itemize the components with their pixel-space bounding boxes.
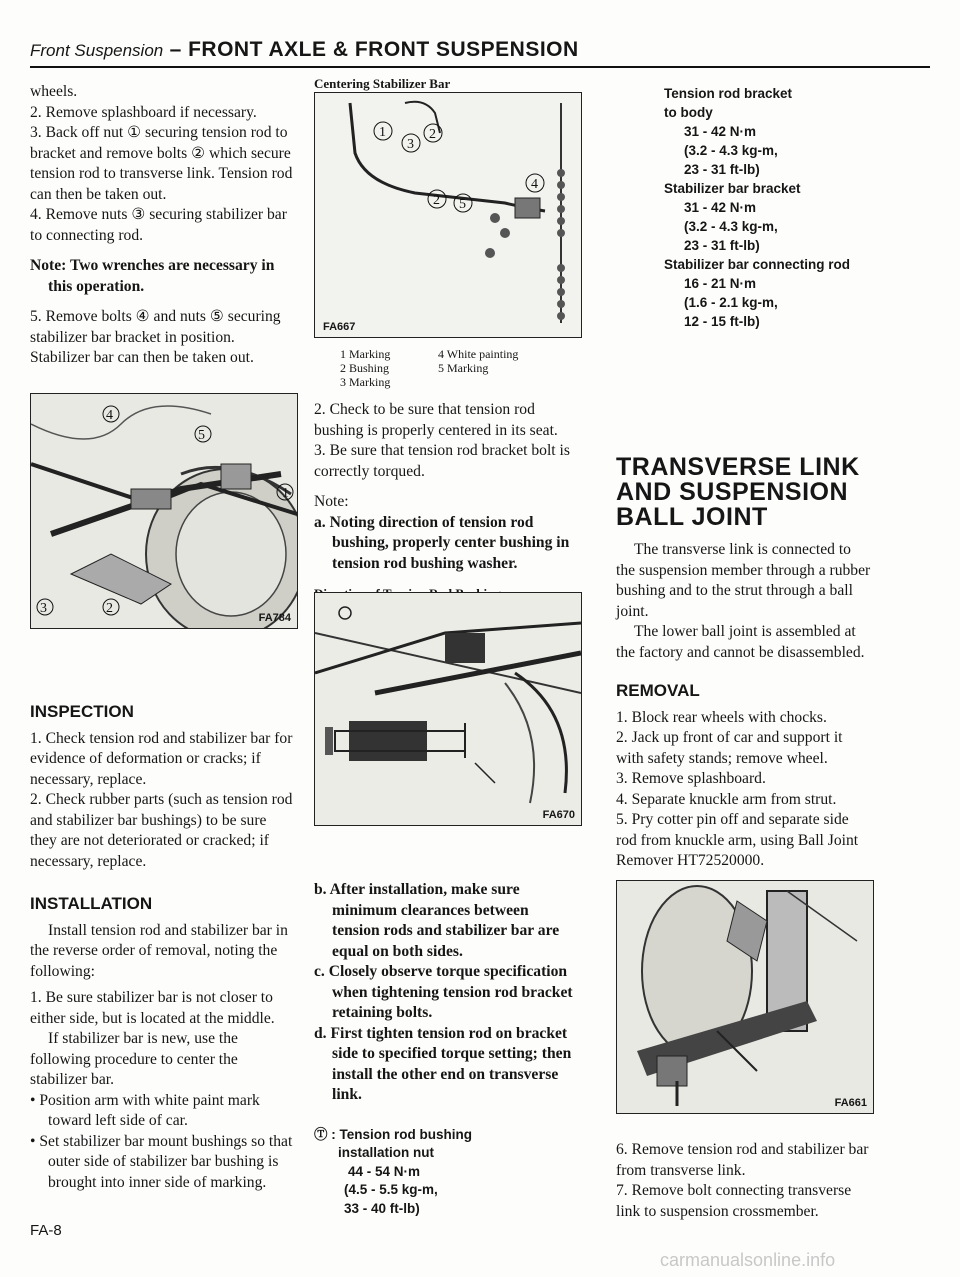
svg-text:5: 5 [459, 197, 466, 212]
column-2-mid [314, 400, 580, 605]
svg-text:3: 3 [407, 137, 414, 152]
inspection-step-1: 1. Check tension rod and stabilizer bar for evidence of deformation or cracks; if necessary, replace. [30, 729, 293, 788]
removal-step-6: 6. Remove tension rod and stabilizer bar from transverse link. [616, 1141, 869, 1179]
legend-row [340, 361, 518, 375]
stabilizer-bar-mount-illustration [31, 394, 297, 628]
legend-item: 5 Marking [438, 361, 489, 375]
header-separator: – [163, 38, 189, 61]
step-2: 2. Remove splashboard if necessary. [30, 103, 257, 121]
torque-value: 23 - 31 ft-lb) [684, 238, 760, 253]
svg-text:2: 2 [433, 193, 440, 208]
figure-fa670 [314, 592, 582, 826]
torque-value-nm: 44 - 54 N·m [348, 1163, 421, 1179]
removal-step-2: 2. Jack up front of car and support it with safety stands; remove wheel. [616, 729, 843, 767]
legend-item: 4 White painting [438, 347, 519, 361]
removal-step-3: 3. Remove splashboard. [616, 770, 766, 787]
torque-value: 31 - 42 N·m [684, 124, 757, 139]
note-d: d. First tighten tension rod on bracket side to specified torque setting; then install the other end on transverse link. [314, 1024, 572, 1103]
page-header [30, 38, 930, 62]
step-3: 3. Back off nut ① securing tension rod to bracket and remove bolts ② which secure tension rod to transverse link. Tension rod can then be taken out. [30, 124, 293, 203]
note-label: Note: [314, 493, 349, 510]
torque-value: (1.6 - 2.1 kg-m, [684, 295, 778, 310]
torque-value: (3.2 - 4.3 kg-m, [684, 143, 778, 158]
svg-text:5: 5 [198, 428, 205, 443]
figure-code: FA784 [258, 612, 291, 624]
figure-caption-centering: Centering Stabilizer Bar [314, 76, 451, 91]
svg-text:4: 4 [531, 177, 538, 192]
installation-intro: Install tension rod and stabilizer bar in the reverse order of removal, noting the following: [30, 921, 288, 980]
page-number: FA-8 [30, 1222, 62, 1239]
removal-step-5: 5. Pry cotter pin off and separate side rod from knuckle arm, using Ball Joint Remover HT72520000. [616, 811, 859, 869]
step-3-check: 3. Be sure that tension rod bracket bolt is correctly torqued. [314, 442, 570, 480]
torque-value-ftlb: 33 - 40 ft-lb) [344, 1200, 420, 1216]
step-5: 5. Remove bolts ④ and nuts ⑤ securing stabilizer bar bracket in position. Stabilizer bar can then be taken out. [30, 308, 281, 366]
note-a: a. Noting direction of tension rod bushing, properly center bushing in tension rod bushing washer. [314, 513, 570, 572]
stabilizer-bar-centering-diagram [315, 93, 581, 337]
legend-item: 2 Bushing [340, 361, 390, 375]
removal-heading: REMOVAL [616, 681, 700, 700]
torque-label: Ⓣ : Tension rod bushing [314, 1126, 472, 1142]
removal-step-1: 1. Block rear wheels with chocks. [616, 708, 827, 726]
svg-text:1: 1 [379, 125, 386, 140]
step-2-check: 2. Check to be sure that tension rod bushing is properly centered in its seat. [314, 401, 558, 439]
column-1-lower [30, 702, 296, 1193]
torque-value: 12 - 15 ft-lb) [684, 314, 760, 329]
svg-text:2: 2 [106, 601, 113, 616]
note-c: c. Closely observe torque specification when tightening tension rod bracket retaining bolts. [314, 963, 573, 1021]
bullet-2: • Set stabilizer bar mount bushings so that outer side of stabilizer bar bushing is brought into inner side of marking. [30, 1132, 293, 1191]
watermark: carmanualsonline.info [660, 1250, 836, 1270]
installation-step-1: 1. Be sure stabilizer bar is not closer to either side, but is located at the middle. [30, 989, 275, 1027]
inspection-step-2: 2. Check rubber parts (such as tension rod and stabilizer bar bushings) to be sure they are not deteriorated or cracked; if necessary, replace. [30, 791, 293, 870]
bullet-1: • Position arm with white paint mark toward left side of car. [30, 1091, 260, 1129]
torque-spec-list [664, 84, 930, 331]
tension-rod-bushing-diagram [315, 593, 581, 825]
step-4: 4. Remove nuts ③ securing stabilizer bar to connecting rod. [30, 206, 287, 244]
figure-code: FA670 [542, 809, 575, 821]
torque-item-title: Tension rod bracket [664, 86, 793, 101]
figure-code: FA661 [834, 1097, 867, 1109]
legend-item: 1 Marking [340, 347, 391, 361]
installation-step-1b: If stabilizer bar is new, use the following procedure to center the stabilizer bar. [30, 1030, 238, 1088]
svg-text:1: 1 [282, 486, 289, 501]
figure-fa667 [314, 92, 582, 338]
torque-item-title: Stabilizer bar bracket [664, 181, 801, 196]
installation-heading: INSTALLATION [30, 894, 153, 913]
inspection-heading: INSPECTION [30, 702, 134, 721]
section-name: Front Suspension [30, 41, 164, 60]
intro-paragraph-1: The transverse link is connected to the suspension member through a rubber bushing and to the strut through a ball joint. [616, 541, 871, 620]
torque-value: (3.2 - 4.3 kg-m, [684, 219, 778, 234]
legend-row [340, 347, 518, 361]
torque-value: 16 - 21 N·m [684, 276, 757, 291]
column-2-lower [314, 880, 580, 1218]
figure-fa661 [616, 880, 874, 1114]
figure-code: FA667 [323, 321, 356, 333]
torque-item-title: Stabilizer bar connecting rod [664, 257, 851, 272]
svg-text:3: 3 [40, 601, 47, 616]
figure-legend [340, 347, 518, 389]
torque-value: 31 - 42 N·m [684, 200, 757, 215]
torque-value-kgm: (4.5 - 5.5 kg-m, [344, 1182, 438, 1197]
column-3-main [616, 455, 872, 872]
text-wheels: wheels. [30, 83, 78, 100]
legend-item: 3 Marking [340, 375, 391, 389]
torque-spec-bushing [314, 1126, 580, 1219]
header-rule [30, 66, 930, 68]
page-title: FRONT AXLE & FRONT SUSPENSION [188, 38, 579, 61]
svg-text:2: 2 [429, 127, 436, 142]
column-1 [30, 82, 296, 369]
note-wrenches: Note: Two wrenches are necessary in this operation. [30, 257, 275, 295]
legend-row [340, 375, 518, 389]
removal-step-4: 4. Separate knuckle arm from strut. [616, 790, 837, 808]
torque-value: 23 - 31 ft-lb) [684, 162, 760, 177]
intro-paragraph-2: The lower ball joint is assembled at the factory and cannot be disassembled. [616, 623, 865, 661]
column-3-lower [616, 1140, 872, 1222]
torque-item-title: to body [664, 105, 713, 120]
svg-text:4: 4 [106, 408, 113, 423]
note-b: b. After installation, make sure minimum clearances between tension rods and stabilizer bar are equal on both sides. [314, 881, 560, 960]
removal-step-7: 7. Remove bolt connecting transverse link to suspension crossmember. [616, 1182, 852, 1220]
ball-joint-remover-illustration [617, 881, 873, 1113]
torque-label-cont: installation nut [338, 1145, 434, 1160]
figure-fa784 [30, 393, 298, 629]
section-heading-transverse-link: TRANSVERSE LINK AND SUSPENSION BALL JOINT [616, 453, 860, 531]
